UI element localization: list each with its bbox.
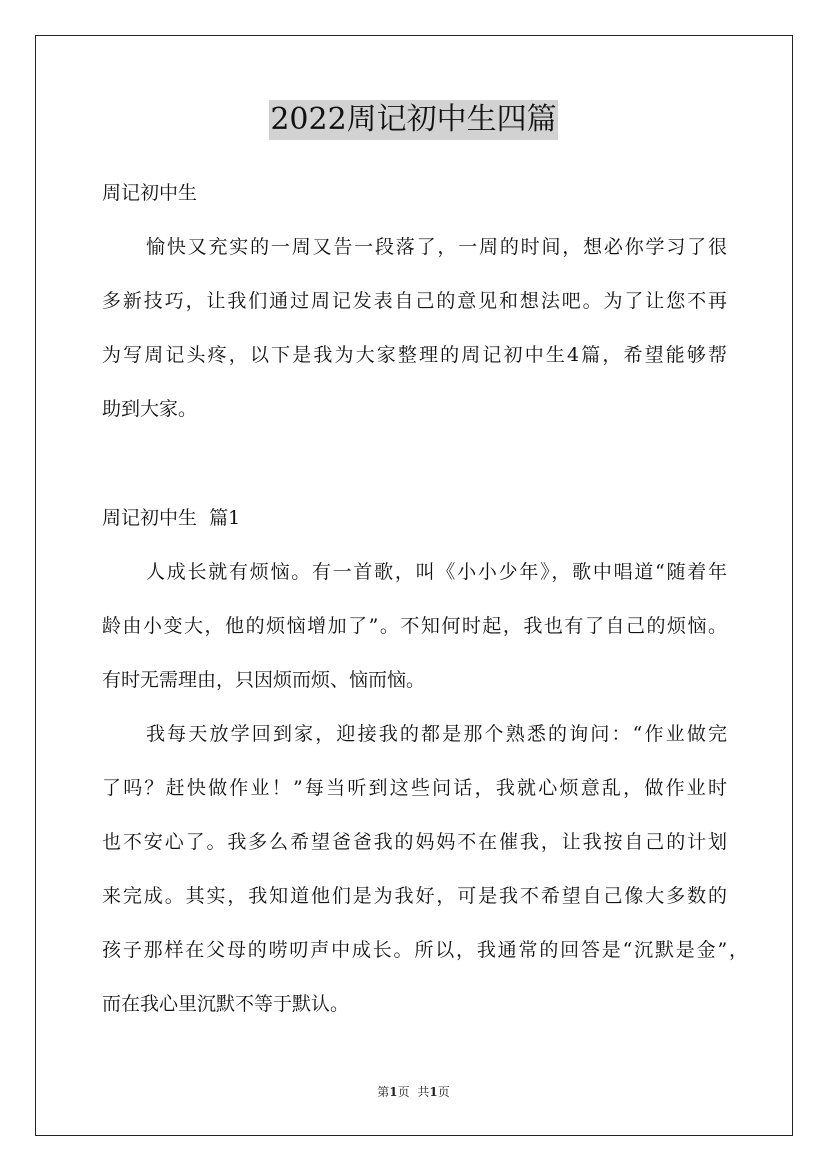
intro-line-2: 多新技巧，让我们通过周记发表自己的意见和想法吧。为了让您不再 bbox=[102, 290, 727, 312]
intro-line-3: 为写周记头疼，以下是我为大家整理的周记初中生4篇，希望能够帮 bbox=[102, 344, 727, 366]
para2-line-5: 孩子那样在父母的唠叨声中成长。所以，我通常的回答是“沉默是金”， bbox=[102, 939, 748, 961]
para2-line-1: 我每天放学回到家，迎接我的都是那个熟悉的询问：“作业做完 bbox=[146, 723, 727, 745]
footer-total-prefix: 共 bbox=[417, 1085, 430, 1099]
document-title: 2022周记初中生四篇 bbox=[269, 100, 557, 140]
footer-page-prefix: 第 bbox=[377, 1085, 390, 1099]
intro-line-1: 愉快又充实的一周又告一段落了，一周的时间，想必你学习了很 bbox=[146, 236, 727, 258]
para1-line-2: 龄由小变大，他的烦恼增加了”。不知何时起，我也有了自己的烦恼。 bbox=[102, 615, 727, 637]
footer-page-number: 1 bbox=[389, 1085, 398, 1099]
para1-line-1: 人成长就有烦恼。有一首歌，叫《小小少年》，歌中唱道“随着年 bbox=[146, 561, 727, 583]
para2-line-6: 而在我心里沉默不等于默认。 bbox=[102, 993, 350, 1015]
intro-heading: 周记初中生 bbox=[102, 182, 198, 204]
para2-line-2: 了吗？赶快做作业！”每当听到这些问话，我就心烦意乱，做作业时 bbox=[102, 777, 727, 799]
para2-line-3: 也不安心了。我多么希望爸爸我的妈妈不在催我，让我按自己的计划 bbox=[102, 831, 727, 853]
para2-line-4: 来完成。其实，我知道他们是为我好，可是我不希望自己像大多数的 bbox=[102, 885, 727, 907]
title-container bbox=[0, 100, 827, 140]
footer-page-suffix: 页 bbox=[397, 1085, 410, 1099]
section-1-heading: 周记初中生 篇1 bbox=[102, 507, 241, 529]
footer-total-suffix: 页 bbox=[437, 1085, 450, 1099]
footer-total-number: 1 bbox=[429, 1085, 438, 1099]
intro-line-4: 助到大家。 bbox=[102, 398, 198, 420]
para1-line-3: 有时无需理由，只因烦而烦、恼而恼。 bbox=[102, 669, 426, 691]
page-footer bbox=[0, 1083, 827, 1100]
